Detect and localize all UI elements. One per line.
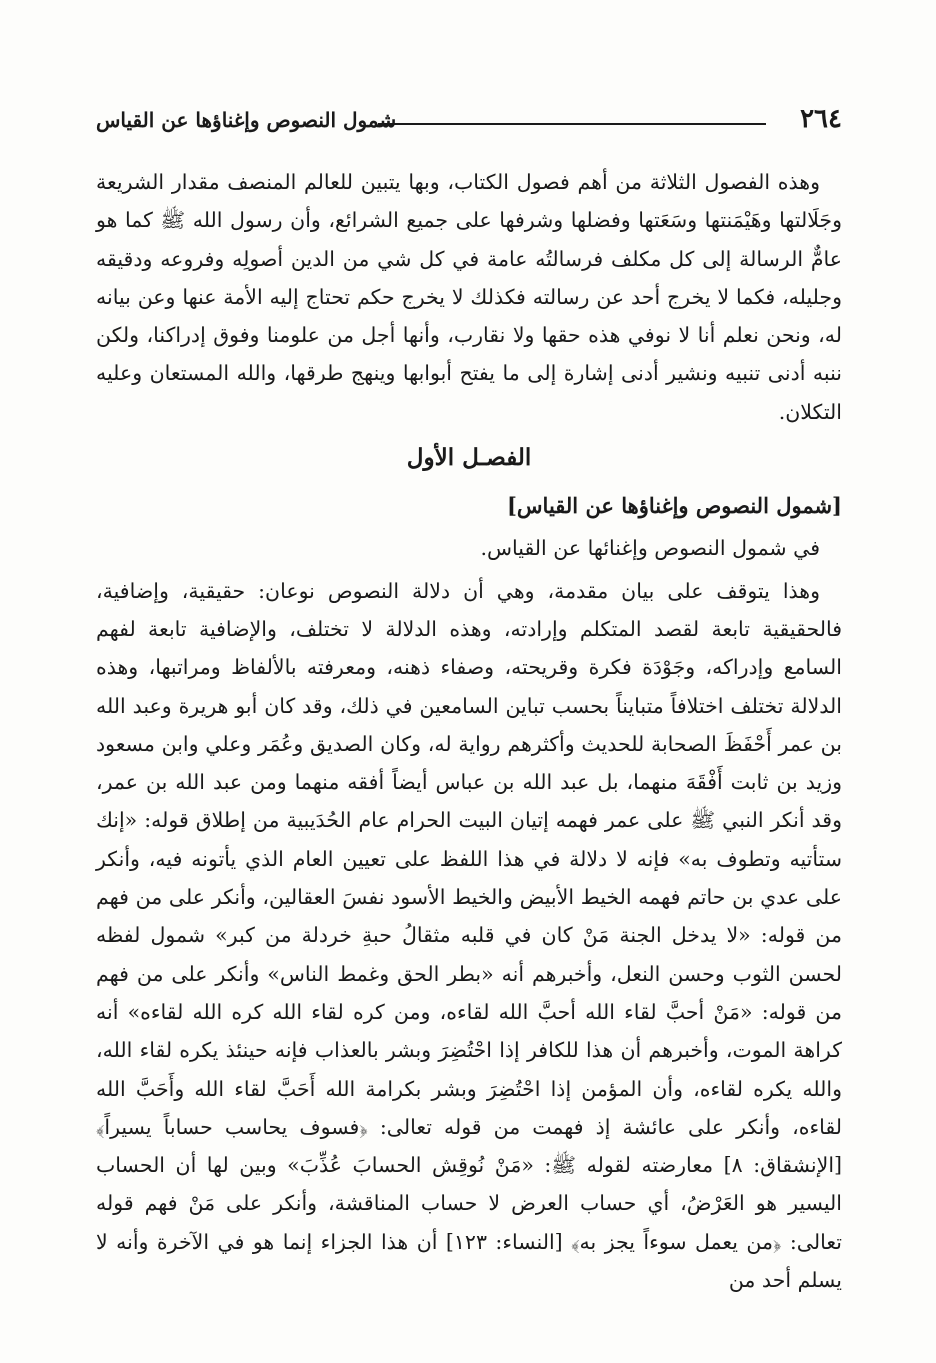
section-title: [شمول النصوص وإغناؤها عن القياس] [506,493,842,519]
page-body [96,163,842,1299]
header-divider [378,123,766,125]
chapter-title: الفصـل الأول [406,444,532,472]
page-number: ٢٦٤ [800,104,842,134]
running-title: شمول النصوص وإغناؤها عن القياس [96,108,397,132]
intro-paragraph: وهذه الفصول الثلاثة من أهم فصول الكتاب، وبها يتبين للعالم المنصف مقدار الشريعة وجَلَالتها وهَيْمَنتها وسَعَتها وفضلها وشرفها على جميع الشرائع، وأن رسول الله ﷺ كما هو عامٌّ الرسالة إلى كل مكلف فرسالتُه عامة في كل شي من الدين أصولِه وفروعه ودقيقه وجليله، فكما لا يخرج أحد عن رسالته فكذلك لا يخرج حكم تحتاج إليه الأمة عنها وعن بيانه له، ونحن نعلم أنا لا نوفي هذه حقها ولا نقارب، وأنها أجل من علومنا وفوق إدراكنا، ولكن ننبه أدنى تنبيه ونشير أدنى إشارة إلى ما يفتح أبوابها وينهج طرقها، والله المستعان وعليه التكلان. [96,170,842,424]
section-intro: في شمول النصوص وإغنائها عن القياس. [480,536,820,561]
page-header [96,104,842,138]
main-paragraph: وهذا يتوقف على بيان مقدمة، وهي أن دلالة النصوص نوعان: حقيقية، وإضافية، فالحقيقية تابعة لقصد المتكلم وإرادته، وهذه الدلالة لا تختلف، والإضافية تابعة لفهم السامع وإدراكه، وجَوْدَة فكرة وقريحته، وصفاء ذهنه، ومعرفته بالألفاظ ومراتبها، وهذه الدلالة تختلف اختلافاً متبايناً بحسب تباين السامعين في ذلك، وقد كان أبو هريرة وعبد الله بن عمر أَحْفَظَ الصحابة للحديث وأكثرهم رواية له، وكان الصديق وعُمَر وعلي وابن مسعود وزيد بن ثابت أَفْقَهَ منهما، بل عبد الله بن عباس أيضاً أفقه منهما ومن عبد الله بن عمر، وقد أنكر النبي ﷺ على عمر فهمه إتيان البيت الحرام عام الحُدَيبية من إطلاق قوله: «إنك ستأتيه وتطوف به» فإنه لا دلالة في هذا اللفظ على تعيين العام الذي يأتونه فيه، وأنكر على عدي بن حاتم فهمه الخيط الأبيض والخيط الأسود نفسَ العقالين، وأنكر على من فهم من قوله: «لا يدخل الجنة مَنْ كان في قلبه مثقالُ حبةِ خردلة من كبر» شمول لفظه لحسن الثوب وحسن النعل، وأخبرهم أنه «بطر الحق وغمط الناس» وأنكر على من فهم من قوله: «مَنْ أحبَّ لقاء الله أحبَّ الله لقاءه، ومن كره لقاء الله كره الله لقاءه» أنه كراهة الموت، وأخبرهم أن هذا للكافر إذا احْتُضِرَ وبشر بالعذاب فإنه حينئذ يكره لقاء الله، والله يكره لقاءه، وأن المؤمن إذا احْتُضِرَ وبشر بكرامة الله أَحَبَّ لقاء الله وأَحَبَّ الله لقاءه، وأنكر على عائشة إذ فهمت من قوله تعالى: ﴿فسوف يحاسب حساباً يسيراً﴾ [الإنشقاق: ٨] معارضته لقوله ﷺ: «مَنْ نُوقِش الحسابَ عُذِّبَ» وبين لها أن الحساب اليسير هو العَرْضُ، أي حساب العرض لا حساب المناقشة، وأنكر على مَنْ فهم قوله تعالى: ﴿من يعمل سوءاً يجز به﴾ [النساء: ١٢٣] أن هذا الجزاء إنما هو في الآخرة وأنه لا يسلم أحد من [96,578,843,1293]
